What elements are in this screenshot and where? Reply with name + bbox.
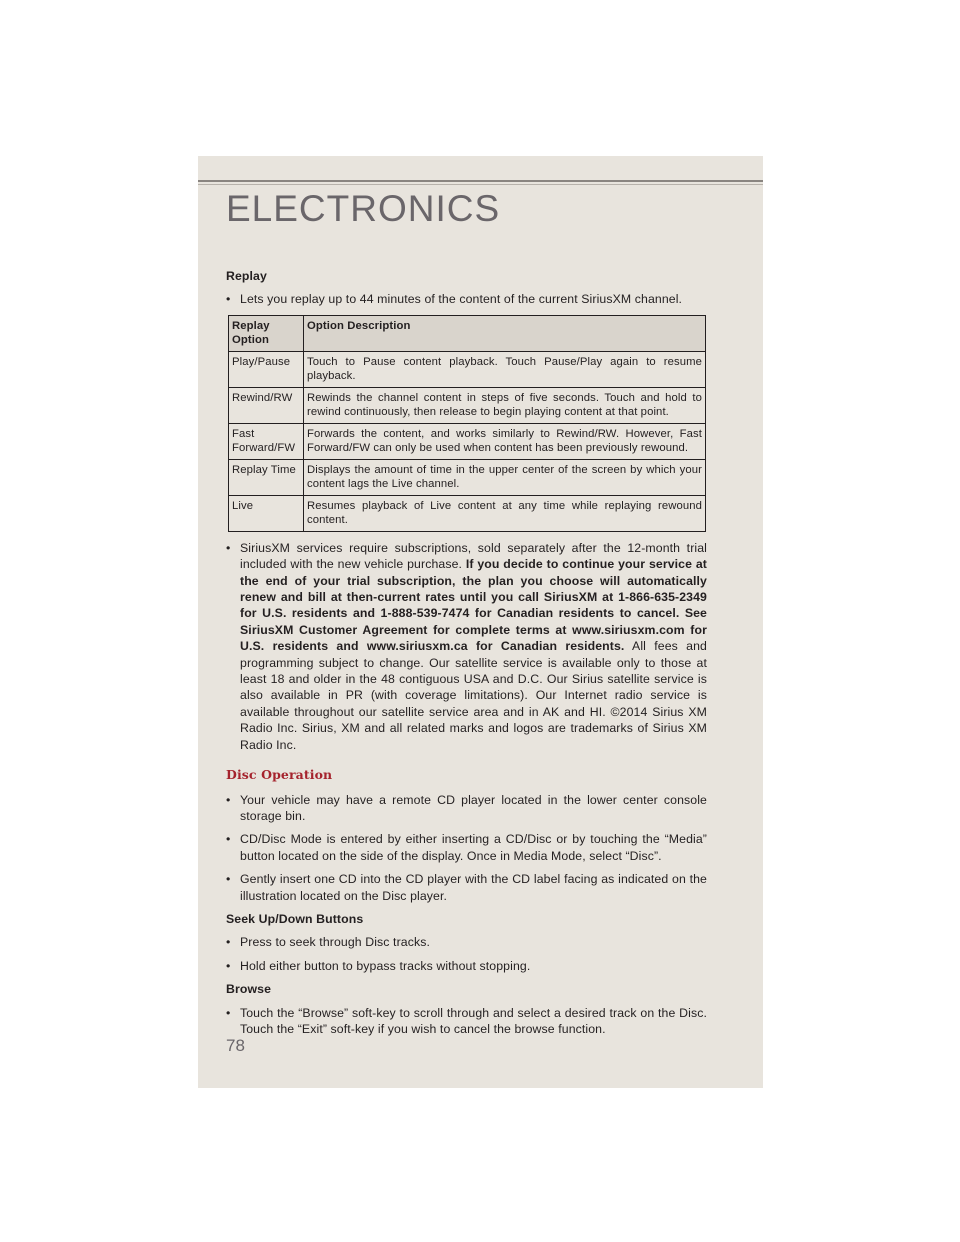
option-cell: Fast Forward/FW <box>229 423 304 459</box>
page-content <box>226 268 707 1044</box>
list-item: • CD/Disc Mode is entered by either inserting a CD/Disc or by touching the “Media” button located on the side of the display. Once in Media Mode, select “Disc”. <box>226 832 707 863</box>
list-item: • Hold either button to bypass tracks without stopping. <box>226 958 531 973</box>
list-item: • Press to seek through Disc tracks. <box>226 935 430 950</box>
description-cell: Rewinds the channel content in steps of five seconds. Touch and hold to rewind continuously, then release to begin playing content at that point. <box>304 387 706 423</box>
replay-heading: Replay <box>226 269 267 283</box>
option-cell: Play/Pause <box>229 351 304 387</box>
header-rule <box>198 180 763 182</box>
option-cell: Replay Time <box>229 459 304 495</box>
description-cell: Forwards the content, and works similarly to Rewind/RW. However, Fast Forward/FW can only be used when content has been previously rewound. <box>304 423 706 459</box>
bullet-icon: • <box>226 832 231 847</box>
page-number: 78 <box>226 1036 245 1055</box>
replay-options-table <box>228 315 706 532</box>
list-item: • Lets you replay up to 44 minutes of the content of the current SiriusXM channel. <box>226 292 683 307</box>
table-row <box>229 423 706 459</box>
table-row <box>229 351 706 387</box>
option-cell: Rewind/RW <box>229 387 304 423</box>
table-header-row <box>229 315 706 351</box>
table-row <box>229 387 706 423</box>
header-rule-thin <box>198 184 763 185</box>
bullet-icon: • <box>226 935 231 950</box>
list-item: • Gently insert one CD into the CD player with the CD label facing as indicated on the illustration located on the Disc player. <box>226 872 707 903</box>
description-cell: Displays the amount of time in the upper center of the screen by which your content lags the Live channel. <box>304 459 706 495</box>
seek-heading: Seek Up/Down Buttons <box>226 911 364 926</box>
list-item: • Your vehicle may have a remote CD player located in the lower center console storage bin. <box>226 792 707 823</box>
bullet-icon: • <box>226 540 231 555</box>
manual-page <box>198 156 763 1088</box>
bullet-icon: • <box>226 792 231 807</box>
list-item: • Touch the “Browse” soft-key to scroll through and select a desired track on the Disc. Touch the “Exit” soft-key if you wish to cancel the browse function. <box>226 1005 707 1036</box>
section-title: ELECTRONICS <box>226 188 501 229</box>
table-row <box>229 495 706 531</box>
table-row <box>229 459 706 495</box>
description-cell: Touch to Pause content playback. Touch Pause/Play again to resume playback. <box>304 351 706 387</box>
description-cell: Resumes playback of Live content at any time while replaying rewound content. <box>304 495 706 531</box>
column-header-option: Replay Option <box>229 315 304 351</box>
bullet-icon: • <box>226 872 231 887</box>
subscription-notice: • SiriusXM services require subscriptions, sold separately after the 12-month trial included with the new vehicle purchase. If you decide to continue your service at the end of your trial subscription, the plan you choose will automatically renew and bill at then-current rates until you call SiriusXM at 1-866-635-2349 for U.S. residents and 1-888-539-7474 for Canadian residents to cancel. See SiriusXM Customer Agreement for complete terms at www.siriusxm.com for U.S. residents and www.siriusxm.ca for Canadian residents. All fees and programming subject to change. Our satellite service is available only to those at least 18 and older in the 48 contiguous USA and D.C. Our Sirius satellite service is also available in PR (with coverage limitations). Our Internet radio service is available throughout our satellite service area and in AK and HI. ©2014 Sirius XM Radio Inc. Sirius, XM and all related marks and logos are trademarks of Sirius XM Radio Inc. <box>226 540 707 752</box>
subscription-terms-bold: If you decide to continue your service at the end of your trial subscription, the plan you choose will automatically renew and bill at then-current rates until you call SiriusXM at 1-866-635-2349 for U.S. residents and 1-888-539-7474 for Canadian residents to cancel. See SiriusXM Customer Agreement for complete terms at www.siriusxm.com for U.S. residents and www.siriusxm.ca for Canadian residents. <box>240 557 707 654</box>
option-cell: Live <box>229 495 304 531</box>
column-header-description: Option Description <box>304 315 706 351</box>
browse-heading: Browse <box>226 982 272 997</box>
bullet-icon: • <box>226 958 231 973</box>
bullet-icon: • <box>226 1005 231 1020</box>
bullet-icon: • <box>226 292 231 307</box>
disc-operation-heading: Disc Operation <box>226 767 333 783</box>
